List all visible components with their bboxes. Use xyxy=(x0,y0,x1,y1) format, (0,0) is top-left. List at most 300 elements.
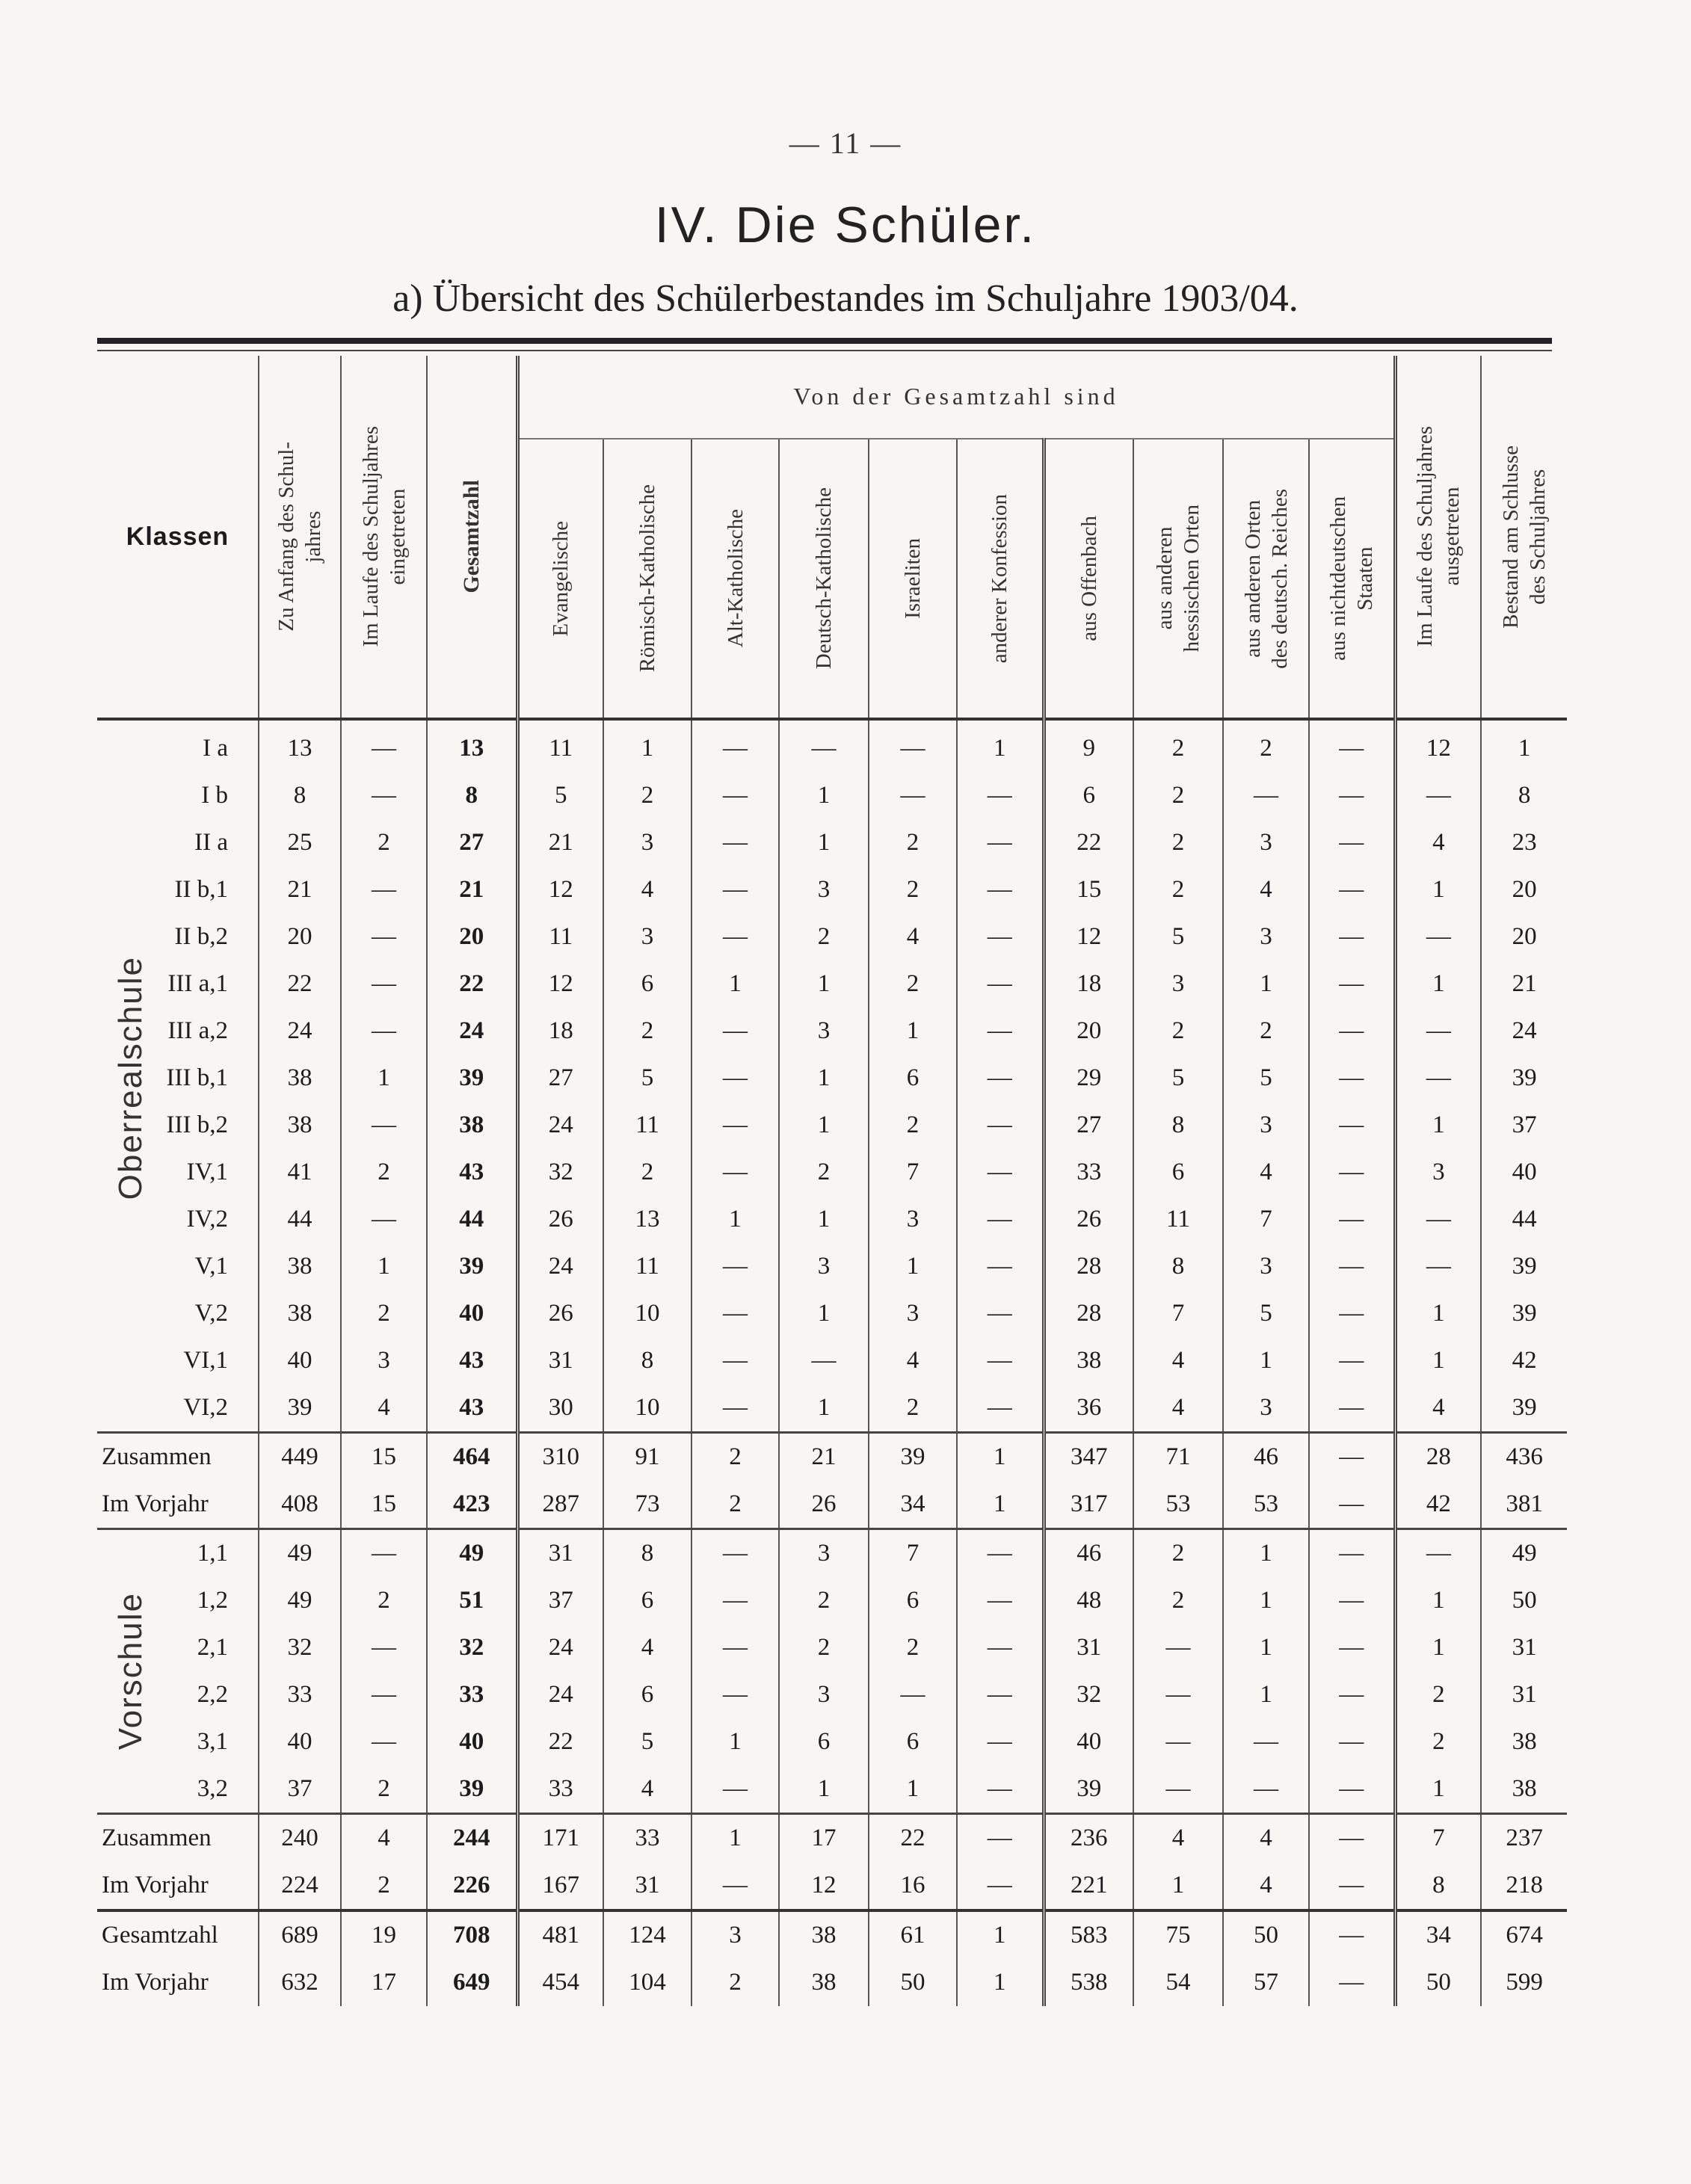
table-cell: 16 xyxy=(869,1862,957,1910)
table-cell: — xyxy=(692,1290,779,1337)
table-cell: — xyxy=(1309,1529,1395,1578)
table-cell: 5 xyxy=(1223,1055,1309,1102)
table-cell: 237 xyxy=(1481,1814,1567,1863)
table-cell: — xyxy=(692,1337,779,1384)
table-cell: 46 xyxy=(1223,1433,1309,1481)
table-cell: 8 xyxy=(1395,1862,1481,1910)
table-cell: 4 xyxy=(1223,1149,1309,1196)
table-cell: — xyxy=(692,866,779,913)
table-cell: — xyxy=(341,719,427,772)
table-cell: 1 xyxy=(869,1008,957,1055)
table-cell: 347 xyxy=(1044,1433,1133,1481)
table-cell: — xyxy=(957,1529,1044,1578)
table-cell: — xyxy=(1309,866,1395,913)
table-cell: — xyxy=(1309,960,1395,1008)
table-cell: 38 xyxy=(259,1102,341,1149)
table-cell: — xyxy=(1395,772,1481,819)
table-cell: 2 xyxy=(1395,1671,1481,1718)
table-cell: 11 xyxy=(1133,1196,1223,1243)
header-rule-thin xyxy=(97,350,1552,351)
table-cell: — xyxy=(341,772,427,819)
table-cell: 40 xyxy=(1481,1149,1567,1196)
table-cell: — xyxy=(957,772,1044,819)
table-cell: 57 xyxy=(1223,1959,1309,2006)
table-cell: 4 xyxy=(341,1384,427,1433)
table-cell: 22 xyxy=(1044,819,1133,866)
table-cell: — xyxy=(692,913,779,960)
klasse-label: III b,2 xyxy=(166,1111,228,1138)
table-cell: 310 xyxy=(517,1433,603,1481)
table-cell: — xyxy=(957,1577,1044,1624)
table-cell: 449 xyxy=(259,1433,341,1481)
table-cell: — xyxy=(957,1290,1044,1337)
table-cell: 50 xyxy=(1223,1910,1309,1959)
table-cell: 689 xyxy=(259,1910,341,1959)
table-cell: 317 xyxy=(1044,1481,1133,1529)
deutsch-header: Deutsch-Katholische xyxy=(779,439,869,719)
table-cell: — xyxy=(1395,913,1481,960)
table-cell: — xyxy=(1309,1718,1395,1765)
table-cell: 49 xyxy=(259,1577,341,1624)
klasse-label: VI,2 xyxy=(183,1394,228,1421)
table-row xyxy=(97,960,1567,1008)
table-cell: 464 xyxy=(427,1433,517,1481)
table-cell: 2 xyxy=(779,1149,869,1196)
table-cell: 38 xyxy=(779,1959,869,2006)
table-cell: 3 xyxy=(1133,960,1223,1008)
gesamt-row-gesamtzahl xyxy=(97,1910,1567,1959)
table-cell: 10 xyxy=(603,1290,692,1337)
table-cell: — xyxy=(692,1243,779,1290)
table-cell: 38 xyxy=(427,1102,517,1149)
table-cell: 408 xyxy=(259,1481,341,1529)
table-cell: 12 xyxy=(517,866,603,913)
table-cell: — xyxy=(692,1529,779,1578)
table-cell: 24 xyxy=(1481,1008,1567,1055)
table-cell: 224 xyxy=(259,1862,341,1910)
table-cell: — xyxy=(692,1008,779,1055)
table-row xyxy=(97,1102,1567,1149)
table-row xyxy=(97,1671,1567,1718)
table-cell: 4 xyxy=(1133,1384,1223,1433)
table-cell: 19 xyxy=(341,1910,427,1959)
table-cell: 38 xyxy=(779,1910,869,1959)
table-cell: 13 xyxy=(427,719,517,772)
table-cell: 2 xyxy=(1395,1718,1481,1765)
table-cell: 12 xyxy=(1044,913,1133,960)
table-cell: 24 xyxy=(517,1671,603,1718)
table-cell: 4 xyxy=(1395,819,1481,866)
table-cell: — xyxy=(1309,1910,1395,1959)
table-cell: 1 xyxy=(1223,1577,1309,1624)
table-cell: 1 xyxy=(779,1290,869,1337)
table-cell: — xyxy=(1309,1862,1395,1910)
table-cell: — xyxy=(779,1337,869,1384)
table-cell: 39 xyxy=(1481,1243,1567,1290)
table-cell: 5 xyxy=(517,772,603,819)
table-cell: — xyxy=(957,1624,1044,1671)
table-cell: 4 xyxy=(869,1337,957,1384)
table-cell: 167 xyxy=(517,1862,603,1910)
table-cell: 240 xyxy=(259,1814,341,1863)
table-cell: 2 xyxy=(341,1765,427,1814)
eingetreten-header: Im Laufe des Schuljahres eingetreten xyxy=(341,356,427,719)
klasse-label: II b,1 xyxy=(174,876,228,903)
table-cell: 32 xyxy=(259,1624,341,1671)
klasse-label: 2,1 xyxy=(197,1634,228,1661)
table-cell: 26 xyxy=(517,1290,603,1337)
table-cell: — xyxy=(779,719,869,772)
table-cell: 2 xyxy=(603,1149,692,1196)
table-cell: 436 xyxy=(1481,1433,1567,1481)
table-cell: 40 xyxy=(427,1718,517,1765)
table-cell: 39 xyxy=(427,1765,517,1814)
table-cell: 4 xyxy=(1223,1814,1309,1863)
table-cell: 31 xyxy=(517,1337,603,1384)
table-cell: 1 xyxy=(957,1481,1044,1529)
table-row xyxy=(97,819,1567,866)
table-cell: 1 xyxy=(1395,1290,1481,1337)
table-cell: — xyxy=(957,1243,1044,1290)
table-cell: 381 xyxy=(1481,1481,1567,1529)
table-cell: 5 xyxy=(603,1718,692,1765)
table-cell: — xyxy=(1309,1481,1395,1529)
table-cell: 26 xyxy=(1044,1196,1133,1243)
table-cell: 73 xyxy=(603,1481,692,1529)
table-cell: 12 xyxy=(779,1862,869,1910)
table-row xyxy=(97,1149,1567,1196)
table-cell: 17 xyxy=(779,1814,869,1863)
table-cell: 44 xyxy=(1481,1196,1567,1243)
table-cell: — xyxy=(869,772,957,819)
table-cell: — xyxy=(957,866,1044,913)
table-cell: — xyxy=(957,1008,1044,1055)
table-cell: 708 xyxy=(427,1910,517,1959)
table-cell: 226 xyxy=(427,1862,517,1910)
table-cell: — xyxy=(957,1814,1044,1863)
table-cell: 2 xyxy=(341,819,427,866)
table-cell: 1 xyxy=(957,719,1044,772)
table-cell: 31 xyxy=(1481,1671,1567,1718)
table-row xyxy=(97,1718,1567,1765)
roemisch-header: Römisch-Katholische xyxy=(603,439,692,719)
table-cell: 1 xyxy=(869,1765,957,1814)
table-cell: — xyxy=(1309,1290,1395,1337)
table-cell: — xyxy=(957,1196,1044,1243)
table-cell: — xyxy=(1309,1814,1395,1863)
table-cell: — xyxy=(1309,1055,1395,1102)
table-cell: 1 xyxy=(957,1433,1044,1481)
table-row xyxy=(97,1337,1567,1384)
table-cell: 27 xyxy=(517,1055,603,1102)
table-cell: 71 xyxy=(1133,1433,1223,1481)
table-cell: 15 xyxy=(341,1433,427,1481)
table-cell: — xyxy=(1223,1765,1309,1814)
table-cell: 5 xyxy=(1223,1290,1309,1337)
table-cell: — xyxy=(1133,1671,1223,1718)
table-cell: 2 xyxy=(603,772,692,819)
table-cell: 39 xyxy=(259,1384,341,1433)
klasse-label: III a,2 xyxy=(167,1017,228,1044)
table-row xyxy=(97,1624,1567,1671)
summary-row-zusammen xyxy=(97,1433,1567,1481)
table-cell: 33 xyxy=(517,1765,603,1814)
table-cell: — xyxy=(1133,1624,1223,1671)
table-cell: 3 xyxy=(341,1337,427,1384)
table-cell: 37 xyxy=(1481,1102,1567,1149)
table-cell: 4 xyxy=(1133,1814,1223,1863)
table-cell: 674 xyxy=(1481,1910,1567,1959)
klasse-label: IV,2 xyxy=(186,1206,228,1233)
table-cell: — xyxy=(957,1765,1044,1814)
table-cell: 4 xyxy=(1223,866,1309,913)
vorschule-section-label: Vorschule xyxy=(97,1529,164,1814)
table-cell: 54 xyxy=(1133,1959,1223,2006)
table-cell: — xyxy=(341,866,427,913)
table-cell: 38 xyxy=(259,1243,341,1290)
table-cell: — xyxy=(1309,1433,1395,1481)
table-cell: 61 xyxy=(869,1910,957,1959)
table-cell: — xyxy=(692,1149,779,1196)
table-cell: 6 xyxy=(603,960,692,1008)
table-cell: 6 xyxy=(1133,1149,1223,1196)
table-cell: 2 xyxy=(779,913,869,960)
table-cell: 454 xyxy=(517,1959,603,2006)
table-cell: 9 xyxy=(1044,719,1133,772)
page-subtitle: a) Übersicht des Schülerbestandes im Schuljahre 1903/04. xyxy=(392,277,1299,320)
table-cell: 2 xyxy=(779,1624,869,1671)
table-cell: 53 xyxy=(1223,1481,1309,1529)
table-cell: 3 xyxy=(1223,913,1309,960)
table-cell: 21 xyxy=(259,866,341,913)
table-cell: 2 xyxy=(869,1384,957,1433)
table-cell: — xyxy=(957,913,1044,960)
table-cell: — xyxy=(1309,772,1395,819)
gesamt-label: Gesamtzahl xyxy=(97,1910,259,1959)
table-cell: — xyxy=(341,1624,427,1671)
klasse-label: V,2 xyxy=(194,1300,228,1327)
table-cell: 5 xyxy=(1133,1055,1223,1102)
table-cell: — xyxy=(692,819,779,866)
table-cell: 2 xyxy=(1133,866,1223,913)
table-cell: — xyxy=(957,960,1044,1008)
summary-row-zusammen xyxy=(97,1814,1567,1863)
evangelische-header: Evangelische xyxy=(517,439,603,719)
table-cell: 3 xyxy=(779,1671,869,1718)
table-cell: — xyxy=(341,1008,427,1055)
table-cell: 38 xyxy=(1044,1337,1133,1384)
table-cell: 31 xyxy=(1481,1624,1567,1671)
table-cell: 3 xyxy=(779,1529,869,1578)
anderer-header: anderer Konfession xyxy=(957,439,1044,719)
table-cell: 10 xyxy=(603,1384,692,1433)
table-cell: 40 xyxy=(259,1337,341,1384)
table-cell: — xyxy=(957,1102,1044,1149)
table-cell: — xyxy=(1309,1008,1395,1055)
table-cell: 21 xyxy=(1481,960,1567,1008)
ausgetreten-header: Im Laufe des Schuljahres ausgetreten xyxy=(1395,356,1481,719)
table-cell: 44 xyxy=(259,1196,341,1243)
table-cell: — xyxy=(869,719,957,772)
table-cell: 7 xyxy=(869,1149,957,1196)
table-cell: 8 xyxy=(1133,1243,1223,1290)
table-cell: 20 xyxy=(427,913,517,960)
table-cell: 43 xyxy=(427,1337,517,1384)
table-cell: 31 xyxy=(603,1862,692,1910)
table-cell: 29 xyxy=(1044,1055,1133,1102)
table-cell: 8 xyxy=(1133,1102,1223,1149)
table-cell: 6 xyxy=(779,1718,869,1765)
table-cell: 37 xyxy=(517,1577,603,1624)
table-cell: 218 xyxy=(1481,1862,1567,1910)
table-cell: — xyxy=(1395,1055,1481,1102)
klasse-label: 2,2 xyxy=(197,1681,228,1708)
table-cell: 31 xyxy=(1044,1624,1133,1671)
table-cell: 538 xyxy=(1044,1959,1133,2006)
table-cell: 3 xyxy=(1223,1243,1309,1290)
table-cell: — xyxy=(1395,1008,1481,1055)
table-cell: 1 xyxy=(692,1814,779,1863)
table-cell: — xyxy=(1395,1243,1481,1290)
table-cell: 11 xyxy=(517,913,603,960)
table-cell: 48 xyxy=(1044,1577,1133,1624)
table-cell: 3 xyxy=(869,1196,957,1243)
table-row xyxy=(97,1196,1567,1243)
table-cell: — xyxy=(341,1529,427,1578)
table-cell: 3 xyxy=(1223,819,1309,866)
table-cell: 11 xyxy=(603,1243,692,1290)
table-cell: 27 xyxy=(427,819,517,866)
table-cell: 2 xyxy=(692,1959,779,2006)
table-row xyxy=(97,1290,1567,1337)
table-cell: 2 xyxy=(692,1433,779,1481)
table-cell: 1 xyxy=(692,1718,779,1765)
table-cell: 1 xyxy=(1223,960,1309,1008)
klassen-header: Klassen xyxy=(126,522,230,551)
table-cell: 2 xyxy=(1223,1008,1309,1055)
klasse-label: II b,2 xyxy=(174,923,228,950)
table-cell: 41 xyxy=(259,1149,341,1196)
table-cell: 4 xyxy=(603,866,692,913)
table-cell: — xyxy=(1309,1243,1395,1290)
table-cell: 42 xyxy=(1395,1481,1481,1529)
table-cell: 39 xyxy=(1481,1290,1567,1337)
table-cell: — xyxy=(1223,1718,1309,1765)
table-cell: — xyxy=(957,1149,1044,1196)
table-cell: 24 xyxy=(427,1008,517,1055)
table-cell: 33 xyxy=(427,1671,517,1718)
table-cell: 8 xyxy=(259,772,341,819)
klasse-label: II a xyxy=(194,829,228,856)
table-cell: 49 xyxy=(1481,1529,1567,1578)
table-cell: 30 xyxy=(517,1384,603,1433)
alt-header: Alt-Katholische xyxy=(692,439,779,719)
table-cell: 12 xyxy=(517,960,603,1008)
table-cell: 31 xyxy=(517,1529,603,1578)
table-cell: 7 xyxy=(1395,1814,1481,1863)
table-cell: — xyxy=(957,819,1044,866)
table-cell: 13 xyxy=(603,1196,692,1243)
table-cell: 1 xyxy=(1481,719,1567,772)
table-cell: 2 xyxy=(869,960,957,1008)
table-cell: 2 xyxy=(869,1624,957,1671)
table-cell: 20 xyxy=(1481,913,1567,960)
table-cell: 6 xyxy=(603,1671,692,1718)
table-cell: — xyxy=(1395,1529,1481,1578)
table-cell: — xyxy=(692,1102,779,1149)
table-cell: 8 xyxy=(1481,772,1567,819)
table-cell: 25 xyxy=(259,819,341,866)
table-row xyxy=(97,1765,1567,1814)
table-cell: 24 xyxy=(517,1102,603,1149)
table-cell: 2 xyxy=(341,1290,427,1337)
table-cell: 1 xyxy=(1223,1671,1309,1718)
table-cell: 632 xyxy=(259,1959,341,2006)
table-cell: 1 xyxy=(779,1196,869,1243)
table-cell: — xyxy=(1309,1102,1395,1149)
table-cell: 8 xyxy=(603,1529,692,1578)
table-cell: 17 xyxy=(341,1959,427,2006)
table-row xyxy=(97,1055,1567,1102)
hessischen-header: aus anderen hessischen Orten xyxy=(1133,439,1223,719)
table-cell: 40 xyxy=(259,1718,341,1765)
table-cell: 49 xyxy=(259,1529,341,1578)
table-cell: 22 xyxy=(259,960,341,1008)
table-cell: 50 xyxy=(1481,1577,1567,1624)
summary-row-vorjahr xyxy=(97,1862,1567,1910)
bestand-header: Bestand am Schlusse des Schuljahres xyxy=(1481,356,1567,719)
table-cell: 6 xyxy=(869,1718,957,1765)
table-cell: 1 xyxy=(692,960,779,1008)
table-cell: 221 xyxy=(1044,1862,1133,1910)
table-cell: — xyxy=(957,1337,1044,1384)
klasse-label: III b,1 xyxy=(166,1064,228,1091)
table-cell: 1 xyxy=(779,772,869,819)
table-cell: 38 xyxy=(259,1055,341,1102)
anfang-header: Zu Anfang des Schul- jahres xyxy=(259,356,341,719)
table-cell: 18 xyxy=(1044,960,1133,1008)
summary-row-vorjahr xyxy=(97,1481,1567,1529)
table-cell: 2 xyxy=(341,1149,427,1196)
table-row xyxy=(97,866,1567,913)
table-cell: 34 xyxy=(1395,1910,1481,1959)
table-cell: 36 xyxy=(1044,1384,1133,1433)
table-cell: — xyxy=(341,913,427,960)
table-cell: 6 xyxy=(869,1577,957,1624)
table-cell: — xyxy=(1309,1671,1395,1718)
table-cell: 236 xyxy=(1044,1814,1133,1863)
table-cell: 43 xyxy=(427,1149,517,1196)
table-cell: 38 xyxy=(1481,1718,1567,1765)
table-cell: 7 xyxy=(869,1529,957,1578)
table-cell: 599 xyxy=(1481,1959,1567,2006)
table-cell: 1 xyxy=(779,1055,869,1102)
table-cell: 124 xyxy=(603,1910,692,1959)
table-cell: — xyxy=(1223,772,1309,819)
table-cell: 39 xyxy=(869,1433,957,1481)
table-cell: 649 xyxy=(427,1959,517,2006)
summary-label: Zusammen xyxy=(97,1433,259,1481)
table-cell: — xyxy=(692,1055,779,1102)
klasse-label: IV,1 xyxy=(186,1159,228,1185)
table-cell: 20 xyxy=(259,913,341,960)
klasse-label: III a,1 xyxy=(167,970,228,997)
table-cell: — xyxy=(1309,913,1395,960)
table-cell: — xyxy=(957,1862,1044,1910)
table-cell: 24 xyxy=(259,1008,341,1055)
table-cell: 53 xyxy=(1133,1481,1223,1529)
table-cell: 39 xyxy=(1481,1384,1567,1433)
